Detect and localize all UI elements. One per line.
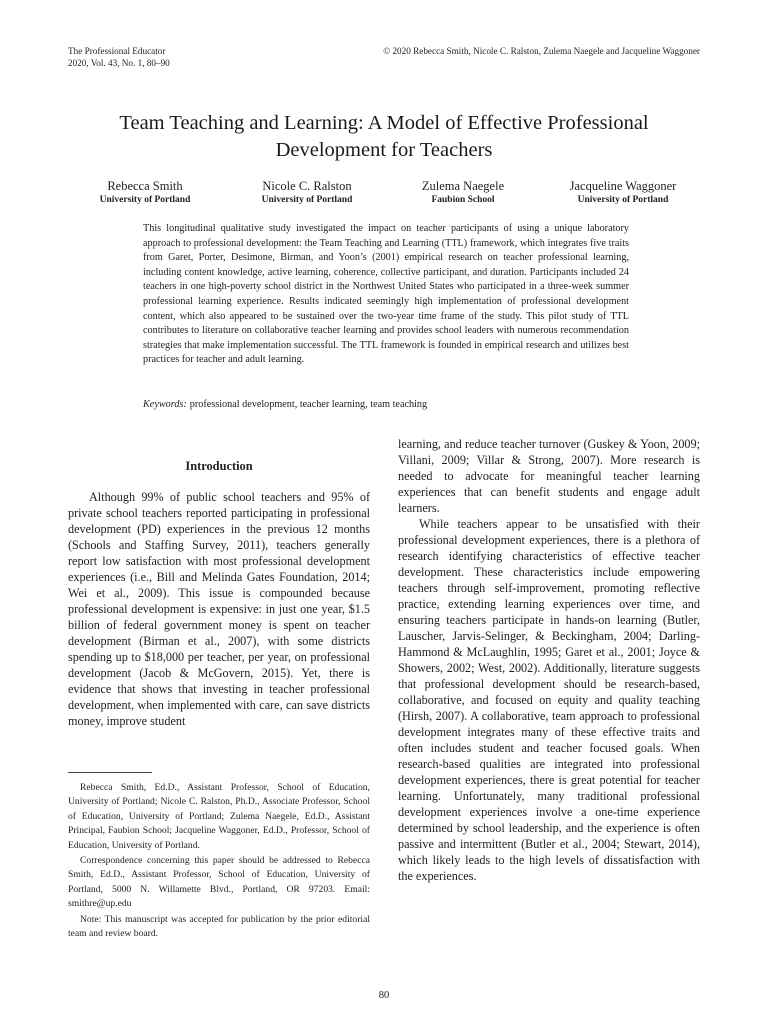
manuscript-note: Note: This manuscript was accepted for publication by the prior editorial team and review board.	[68, 913, 370, 940]
page-number: 80	[378, 990, 390, 1001]
footnote-divider	[68, 772, 152, 773]
author-block	[60, 178, 230, 206]
intro-paragraph: Although 99% of public school teachers and 95% of private school teachers reported participating in professional development (PD) experiences in the previous 12 months (Schools and Staffing Survey, 2011), teachers generally report low satisfaction with most professional development experiences (i.e., Bill and Melinda Gates Foundation, 2014; Wei et al., 2009). This issue is compounded because professional development is expensive: in just one year, $1.5 billion of federal government money is spent on teacher development (Birman et al., 2007), with some districts spending up to $18,000 per teacher, per year, on professional development (Jacob & McGovern, 2015). Yet, there is evidence that shows that investing in teacher professional development, when implemented with care, can save districts money, improve student	[68, 490, 370, 728]
right-column-body	[398, 436, 700, 884]
journal-name: The Professional Educator	[68, 46, 166, 56]
keywords-label: Keywords:	[143, 399, 187, 410]
left-column-body	[68, 489, 370, 729]
author-name: Rebecca Smith	[107, 179, 183, 193]
section-heading: Introduction	[185, 459, 253, 473]
paper-title: Team Teaching and Learning: A Model of Effective Professional Development for Teachers	[119, 112, 649, 161]
keywords-list: professional development, teacher learning, team teaching	[189, 399, 428, 410]
author-block	[378, 178, 548, 206]
author-affiliation: University of Portland	[261, 195, 353, 205]
correspondence-note: Correspondence concerning this paper should be addressed to Rebecca Smith, Ed.D., Assistant Professor, School of Education, University of Portland, 5000 N. Willamette Blvd., Portland, OR 97203. Email: smithre@up.edu	[68, 855, 370, 910]
running-header-left	[68, 45, 170, 69]
author-name: Nicole C. Ralston	[262, 179, 352, 193]
continued-paragraph: learning, and reduce teacher turnover (Guskey & Yoon, 2009; Villani, 2009; Villar & Strong, 2007). More research is needed to advocate for meaningful teacher learning experiences that can benefit students and engage adult learners.	[398, 437, 700, 515]
author-block	[538, 178, 708, 206]
author-block	[222, 178, 392, 206]
journal-volume: 2020, Vol. 43, No. 1, 80–90	[68, 58, 170, 68]
author-name: Zulema Naegele	[421, 179, 505, 193]
abstract: This longitudinal qualitative study investigated the impact on teacher participants of using a unique laboratory approach to professional development: the Team Teaching and Learning (TTL) framework, which integrates five traits from Garet, Porter, Desimone, Birman, and Yoon’s (2001) empirical research on teacher professional learning, including content knowledge, active learning, coherence, collective participant, and duration. Participants included 24 teachers in one high-poverty school district in the Northwest United States who participated in a three-week summer professional learning experience. Results indicated seemingly high implementation of professional development content, which also appeared to be sustained over the two-year time frame of the study. This pilot study of TTL contributes to literature on collaborative teacher learning and provides school leaders with numerous recommendation strategies that make implementation successful. The TTL framework is founded in empirical research and utilizes best practices for teacher and adult learning.	[143, 223, 629, 366]
author-name: Jacqueline Waggoner	[569, 179, 677, 193]
author-list	[60, 178, 708, 212]
copyright-notice: © 2020 Rebecca Smith, Nicole C. Ralston, Zulema Naegele and Jacqueline Waggoner	[383, 46, 700, 56]
author-note: Rebecca Smith, Ed.D., Assistant Professor, School of Education, University of Portland; Nicole C. Ralston, Ph.D., Associate Professor, School of Education, University of Portland; Zulema Naegele, Ed.D., Assistant Principal, Faubion School; Jacqueline Waggoner, Ed.D., Professor, School of Education, University of Portland.	[68, 782, 370, 851]
keywords	[143, 398, 629, 412]
author-affiliation: University of Portland	[99, 195, 191, 205]
author-affiliation: University of Portland	[577, 195, 669, 205]
footnotes	[68, 781, 370, 942]
body-paragraph: While teachers appear to be unsatisfied with their professional development experiences, there is a plethora of research identifying characteristics of effective teacher development. These characteristics include empowering teachers through self-improvement, promoting reflective practice, extending learning experiences over time, and ensuring teachers participate in hands-on learning (Butler, Lauscher, Jarvis-Selinger, & Beckingham, 2004; Darling-Hammond & McLaughlin, 1995; Garet et al., 2001; Joyce & Showers, 2002; West, 2002). Additionally, literature suggests that professional development should be research-based, collaborative, and focused on equity and quality teaching (Hirsh, 2007). A collaborative, team approach to professional development integrates many of these effective traits and often includes student and teacher focused goals. When research-based qualities are integrated into professional development experiences, there is great potential for teacher learning. Unfortunately, many traditional professional development experiences involve a one-time experience determined by school leadership, and the experience is often passive and intermittent (Butler et al., 2004; Stewart, 2014), which likely leads to the high levels of dissatisfaction with the experiences.	[398, 517, 700, 883]
author-affiliation: Faubion School	[431, 195, 495, 205]
